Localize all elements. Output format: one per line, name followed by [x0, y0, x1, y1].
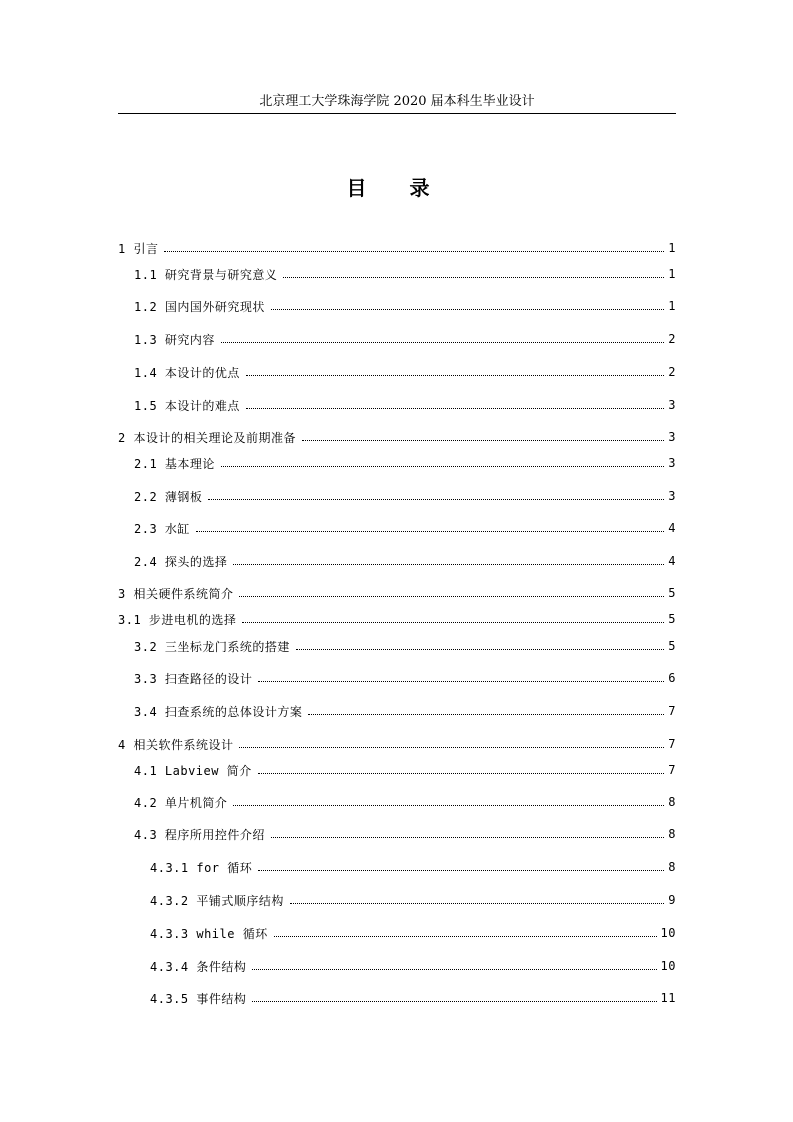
toc-page-number: 8	[668, 795, 676, 809]
dot-leader	[258, 773, 665, 774]
toc-label: 3.4 扫查系统的总体设计方案	[134, 704, 303, 719]
toc-page-number: 3	[668, 398, 676, 412]
toc-page-number: 6	[668, 671, 676, 685]
dot-leader	[221, 342, 664, 343]
toc-page-number: 5	[668, 586, 676, 600]
toc-entry-3-2[interactable]	[134, 636, 676, 656]
toc-label: 3.2 三坐标龙门系统的搭建	[134, 639, 290, 654]
toc-entry-1-2[interactable]	[134, 296, 676, 316]
toc-label: 3 相关硬件系统简介	[118, 586, 234, 601]
dot-leader	[221, 466, 664, 467]
toc-entry-1-3[interactable]	[134, 329, 676, 349]
toc-page-number: 5	[668, 612, 676, 626]
dot-leader	[242, 622, 664, 623]
toc-label: 4.3.4 条件结构	[150, 959, 247, 974]
toc-label: 1.5 本设计的难点	[134, 398, 240, 413]
dot-leader	[274, 936, 657, 937]
toc-label: 2.1 基本理论	[134, 456, 215, 471]
toc-entry-4-3-5[interactable]	[150, 988, 676, 1008]
toc-entry-3[interactable]	[118, 583, 676, 603]
dot-leader	[196, 531, 664, 532]
dot-leader	[296, 649, 664, 650]
toc-entry-3-1[interactable]	[118, 609, 676, 629]
toc-entry-2-1[interactable]	[134, 453, 676, 473]
toc-label: 1.4 本设计的优点	[134, 365, 240, 380]
toc-entry-1[interactable]	[118, 238, 676, 258]
dot-leader	[252, 1001, 656, 1002]
toc-label: 2.3 水缸	[134, 521, 190, 536]
toc-page-number: 2	[668, 332, 676, 346]
toc-entry-1-4[interactable]	[134, 362, 676, 382]
toc-page-number: 7	[668, 763, 676, 777]
toc-entry-4-3[interactable]	[134, 824, 676, 844]
dot-leader	[246, 375, 664, 376]
dot-leader	[258, 870, 664, 871]
toc-page-number: 8	[668, 827, 676, 841]
toc-entry-4-3-4[interactable]	[150, 956, 676, 976]
dot-leader	[283, 277, 664, 278]
dot-leader	[233, 805, 664, 806]
toc-page-number: 3	[668, 456, 676, 470]
toc-entry-1-1[interactable]	[134, 264, 676, 284]
toc-label: 1.1 研究背景与研究意义	[134, 267, 278, 282]
toc-entry-2-4[interactable]	[134, 551, 676, 571]
toc-entry-4[interactable]	[118, 734, 676, 754]
running-header: 北京理工大学珠海学院 2020 届本科生毕业设计	[259, 94, 535, 109]
dot-leader	[271, 309, 664, 310]
dot-leader	[164, 251, 664, 252]
dot-leader	[302, 440, 664, 441]
toc-page-number: 11	[660, 991, 676, 1005]
dot-leader	[233, 564, 664, 565]
toc-label: 4.1 Labview 简介	[134, 763, 252, 778]
dot-leader	[290, 903, 664, 904]
toc-page-number: 5	[668, 639, 676, 653]
dot-leader	[271, 837, 664, 838]
toc-page-number: 10	[660, 926, 676, 940]
dot-leader	[239, 596, 664, 597]
toc-entry-2-2[interactable]	[134, 486, 676, 506]
toc-label: 2 本设计的相关理论及前期准备	[118, 430, 296, 445]
toc-page-number: 8	[668, 860, 676, 874]
toc-label: 2.2 薄钢板	[134, 489, 203, 504]
toc-label: 4.3.5 事件结构	[150, 991, 247, 1006]
toc-entry-4-2[interactable]	[134, 792, 676, 812]
toc-entry-4-3-3[interactable]	[150, 923, 676, 943]
toc-page-number: 4	[668, 521, 676, 535]
toc-page-number: 1	[668, 299, 676, 313]
toc-page-number: 1	[668, 267, 676, 281]
toc-entry-4-3-1[interactable]	[150, 857, 676, 877]
toc-entry-1-5[interactable]	[134, 395, 676, 415]
toc-page-number: 10	[660, 959, 676, 973]
toc-label: 3.3 扫查路径的设计	[134, 671, 253, 686]
toc-entry-3-3[interactable]	[134, 668, 676, 688]
toc-page-number: 7	[668, 737, 676, 751]
toc-label: 4.2 单片机简介	[134, 795, 228, 810]
toc-label: 3.1 步进电机的选择	[118, 612, 237, 627]
toc-page-number: 2	[668, 365, 676, 379]
toc-page-number: 3	[668, 430, 676, 444]
toc-page-number: 3	[668, 489, 676, 503]
toc-label: 4.3.3 while 循环	[150, 926, 268, 941]
toc-entry-4-1[interactable]	[134, 760, 676, 780]
dot-leader	[258, 681, 664, 682]
toc-label: 1 引言	[118, 241, 159, 256]
dot-leader	[208, 499, 664, 500]
header-rule	[118, 113, 676, 114]
toc-entry-2-3[interactable]	[134, 518, 676, 538]
dot-leader	[239, 747, 664, 748]
toc-page-number: 7	[668, 704, 676, 718]
toc-page-number: 4	[668, 554, 676, 568]
toc-entry-4-3-2[interactable]	[150, 890, 676, 910]
page-title: 目 录	[346, 176, 448, 200]
toc-label: 2.4 探头的选择	[134, 554, 228, 569]
dot-leader	[246, 408, 664, 409]
toc-label: 1.3 研究内容	[134, 332, 215, 347]
toc-label: 4.3.2 平铺式顺序结构	[150, 893, 284, 908]
toc-entry-2[interactable]	[118, 427, 676, 447]
toc-label: 4.3 程序所用控件介绍	[134, 827, 265, 842]
toc-label: 4.3.1 for 循环	[150, 860, 253, 875]
toc-entry-3-4[interactable]	[134, 701, 676, 721]
dot-leader	[252, 969, 656, 970]
dot-leader	[308, 714, 664, 715]
toc-page-number: 1	[668, 241, 676, 255]
toc-page-number: 9	[668, 893, 676, 907]
toc-label: 1.2 国内国外研究现状	[134, 299, 265, 314]
toc-label: 4 相关软件系统设计	[118, 737, 234, 752]
